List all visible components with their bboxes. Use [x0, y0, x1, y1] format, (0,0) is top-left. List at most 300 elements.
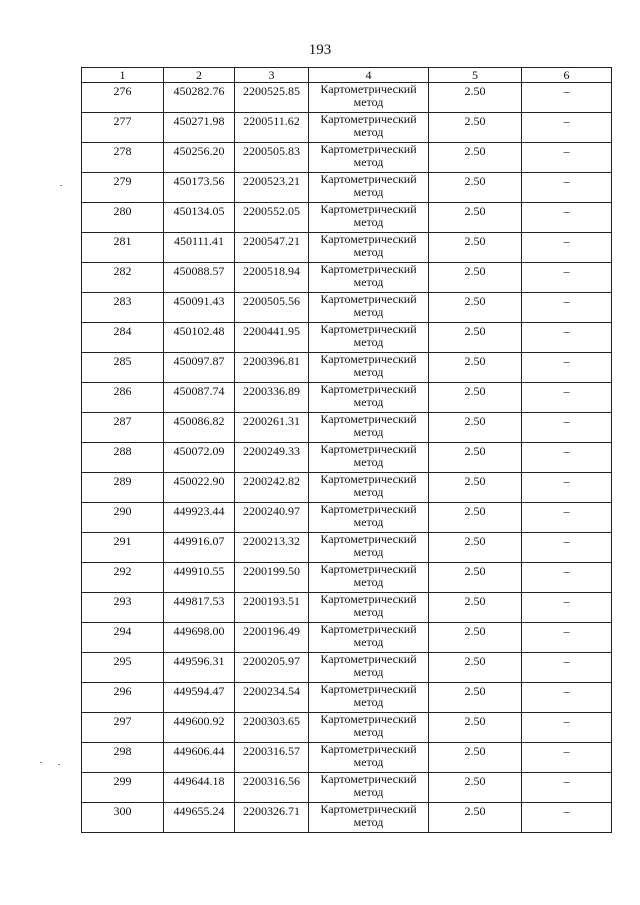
x-coordinate-value: 449923.44	[173, 504, 225, 518]
accuracy-cell	[429, 503, 522, 533]
point-number-cell	[82, 713, 164, 743]
accuracy-value: 2.50	[464, 384, 486, 398]
note-value: –	[563, 624, 570, 638]
method-cell: Картометрический метод	[309, 533, 429, 563]
point-number-value: 278	[113, 144, 132, 158]
accuracy-value: 2.50	[464, 354, 486, 368]
point-number-value: 281	[113, 234, 132, 248]
table-row	[82, 413, 612, 443]
accuracy-value: 2.50	[464, 414, 486, 428]
accuracy-value: 2.50	[464, 534, 486, 548]
note-cell	[522, 173, 612, 203]
point-number-cell	[82, 263, 164, 293]
point-number-cell	[82, 233, 164, 263]
note-cell	[522, 653, 612, 683]
accuracy-cell	[429, 473, 522, 503]
x-coordinate-cell	[164, 503, 235, 533]
x-coordinate-value: 449596.31	[173, 654, 225, 668]
accuracy-cell	[429, 773, 522, 803]
accuracy-cell	[429, 413, 522, 443]
point-number-cell	[82, 593, 164, 623]
x-coordinate-value: 450282.76	[173, 84, 225, 98]
x-coordinate-cell	[164, 353, 235, 383]
accuracy-value: 2.50	[464, 204, 486, 218]
x-coordinate-cell	[164, 263, 235, 293]
y-coordinate-value: 2200199.50	[243, 564, 300, 578]
table-row	[82, 383, 612, 413]
method-cell: Картометрический метод	[309, 743, 429, 773]
x-coordinate-cell	[164, 803, 235, 833]
note-value: –	[563, 774, 570, 788]
accuracy-value: 2.50	[464, 294, 486, 308]
table-row	[82, 653, 612, 683]
table-row	[82, 743, 612, 773]
y-coordinate-cell	[235, 593, 309, 623]
x-coordinate-value: 450111.41	[173, 234, 225, 248]
note-value: –	[563, 684, 570, 698]
y-coordinate-cell	[235, 803, 309, 833]
point-number-value: 279	[113, 174, 132, 188]
method-cell: Картометрический метод	[309, 713, 429, 743]
table-row	[82, 83, 612, 113]
x-coordinate-cell	[164, 743, 235, 773]
point-number-cell	[82, 563, 164, 593]
y-coordinate-cell	[235, 563, 309, 593]
table-row	[82, 473, 612, 503]
method-cell: Картометрический метод	[309, 593, 429, 623]
y-coordinate-cell	[235, 413, 309, 443]
y-coordinate-cell	[235, 323, 309, 353]
note-cell	[522, 533, 612, 563]
point-number-value: 287	[113, 414, 132, 428]
note-cell	[522, 473, 612, 503]
point-number-value: 288	[113, 444, 132, 458]
note-value: –	[563, 444, 570, 458]
point-number-value: 294	[113, 624, 132, 638]
note-cell	[522, 263, 612, 293]
accuracy-cell	[429, 563, 522, 593]
point-number-cell	[82, 623, 164, 653]
note-value: –	[563, 744, 570, 758]
note-value: –	[563, 564, 570, 578]
column-header-2: 2	[164, 68, 235, 83]
accuracy-cell	[429, 113, 522, 143]
x-coordinate-value: 449606.44	[173, 744, 225, 758]
x-coordinate-cell	[164, 203, 235, 233]
note-value: –	[563, 534, 570, 548]
x-coordinate-value: 450091.43	[173, 294, 225, 308]
y-coordinate-cell	[235, 383, 309, 413]
note-cell	[522, 203, 612, 233]
y-coordinate-cell	[235, 743, 309, 773]
accuracy-cell	[429, 653, 522, 683]
point-number-cell	[82, 83, 164, 113]
note-cell	[522, 683, 612, 713]
accuracy-value: 2.50	[464, 744, 486, 758]
y-coordinate-value: 2200505.83	[243, 144, 300, 158]
point-number-cell	[82, 803, 164, 833]
method-cell: Картометрический метод	[309, 113, 429, 143]
accuracy-cell	[429, 713, 522, 743]
accuracy-value: 2.50	[464, 714, 486, 728]
method-cell: Картометрический метод	[309, 353, 429, 383]
note-value: –	[563, 114, 570, 128]
accuracy-value: 2.50	[464, 624, 486, 638]
note-value: –	[563, 714, 570, 728]
table-row	[82, 353, 612, 383]
x-coordinate-cell	[164, 233, 235, 263]
note-value: –	[563, 174, 570, 188]
accuracy-value: 2.50	[464, 474, 486, 488]
point-number-value: 300	[113, 804, 132, 818]
x-coordinate-value: 450173.56	[173, 174, 225, 188]
x-coordinate-cell	[164, 773, 235, 803]
table-row	[82, 263, 612, 293]
y-coordinate-value: 2200336.89	[243, 384, 300, 398]
note-cell	[522, 623, 612, 653]
method-cell: Картометрический метод	[309, 173, 429, 203]
y-coordinate-cell	[235, 713, 309, 743]
accuracy-cell	[429, 263, 522, 293]
point-number-value: 280	[113, 204, 132, 218]
accuracy-value: 2.50	[464, 174, 486, 188]
accuracy-value: 2.50	[464, 564, 486, 578]
point-number-value: 286	[113, 384, 132, 398]
header-row	[82, 68, 612, 83]
table-header	[82, 68, 612, 83]
x-coordinate-value: 449698.00	[173, 624, 225, 638]
point-number-value: 297	[113, 714, 132, 728]
accuracy-value: 2.50	[464, 774, 486, 788]
scan-speck	[60, 185, 62, 186]
point-number-cell	[82, 503, 164, 533]
point-number-value: 292	[113, 564, 132, 578]
x-coordinate-cell	[164, 683, 235, 713]
x-coordinate-cell	[164, 83, 235, 113]
x-coordinate-cell	[164, 143, 235, 173]
accuracy-cell	[429, 293, 522, 323]
method-cell: Картометрический метод	[309, 443, 429, 473]
point-number-value: 299	[113, 774, 132, 788]
x-coordinate-cell	[164, 383, 235, 413]
y-coordinate-cell	[235, 443, 309, 473]
table-row	[82, 443, 612, 473]
method-cell: Картометрический метод	[309, 563, 429, 593]
y-coordinate-value: 2200234.54	[243, 684, 300, 698]
y-coordinate-cell	[235, 773, 309, 803]
y-coordinate-value: 2200511.62	[243, 114, 300, 128]
note-value: –	[563, 204, 570, 218]
note-value: –	[563, 594, 570, 608]
method-cell: Картометрический метод	[309, 233, 429, 263]
table-row	[82, 503, 612, 533]
y-coordinate-cell	[235, 143, 309, 173]
y-coordinate-cell	[235, 293, 309, 323]
table-row	[82, 713, 612, 743]
y-coordinate-cell	[235, 263, 309, 293]
accuracy-cell	[429, 743, 522, 773]
point-number-cell	[82, 113, 164, 143]
x-coordinate-cell	[164, 533, 235, 563]
method-cell: Картометрический метод	[309, 263, 429, 293]
column-header-1: 1	[82, 68, 164, 83]
y-coordinate-cell	[235, 353, 309, 383]
x-coordinate-cell	[164, 593, 235, 623]
y-coordinate-value: 2200326.71	[243, 804, 300, 818]
y-coordinate-value: 2200547.21	[243, 234, 300, 248]
point-number-value: 290	[113, 504, 132, 518]
column-header-4: 4	[309, 68, 429, 83]
x-coordinate-cell	[164, 173, 235, 203]
method-cell: Картометрический метод	[309, 83, 429, 113]
note-cell	[522, 293, 612, 323]
method-cell: Картометрический метод	[309, 803, 429, 833]
note-cell	[522, 743, 612, 773]
point-number-cell	[82, 383, 164, 413]
x-coordinate-cell	[164, 713, 235, 743]
x-coordinate-cell	[164, 413, 235, 443]
accuracy-cell	[429, 443, 522, 473]
accuracy-value: 2.50	[464, 654, 486, 668]
x-coordinate-value: 449644.18	[173, 774, 225, 788]
note-cell	[522, 143, 612, 173]
method-cell: Картометрический метод	[309, 383, 429, 413]
x-coordinate-value: 450271.98	[173, 114, 225, 128]
note-cell	[522, 113, 612, 143]
note-value: –	[563, 804, 570, 818]
method-cell: Картометрический метод	[309, 653, 429, 683]
x-coordinate-value: 450256.20	[173, 144, 225, 158]
table-row	[82, 803, 612, 833]
y-coordinate-cell	[235, 503, 309, 533]
accuracy-value: 2.50	[464, 594, 486, 608]
table-row	[82, 233, 612, 263]
point-number-value: 282	[113, 264, 132, 278]
y-coordinate-cell	[235, 83, 309, 113]
coordinates-table	[81, 67, 612, 833]
y-coordinate-value: 2200523.21	[243, 174, 300, 188]
note-cell	[522, 563, 612, 593]
y-coordinate-value: 2200505.56	[243, 294, 300, 308]
point-number-cell	[82, 683, 164, 713]
accuracy-value: 2.50	[464, 324, 486, 338]
x-coordinate-value: 449600.92	[173, 714, 225, 728]
y-coordinate-value: 2200242.82	[243, 474, 300, 488]
point-number-value: 296	[113, 684, 132, 698]
scan-speck	[58, 764, 60, 765]
point-number-value: 293	[113, 594, 132, 608]
y-coordinate-value: 2200193.51	[243, 594, 300, 608]
y-coordinate-value: 2200316.57	[243, 744, 300, 758]
accuracy-cell	[429, 383, 522, 413]
x-coordinate-value: 449817.53	[173, 594, 225, 608]
y-coordinate-value: 2200396.81	[243, 354, 300, 368]
point-number-value: 295	[113, 654, 132, 668]
method-cell: Картометрический метод	[309, 683, 429, 713]
point-number-cell	[82, 413, 164, 443]
y-coordinate-value: 2200196.49	[243, 624, 300, 638]
table-row	[82, 563, 612, 593]
x-coordinate-value: 450102.48	[173, 324, 225, 338]
y-coordinate-cell	[235, 173, 309, 203]
note-cell	[522, 233, 612, 263]
note-value: –	[563, 384, 570, 398]
accuracy-value: 2.50	[464, 444, 486, 458]
note-cell	[522, 383, 612, 413]
point-number-cell	[82, 293, 164, 323]
method-cell: Картометрический метод	[309, 143, 429, 173]
x-coordinate-cell	[164, 653, 235, 683]
column-header-6: 6	[522, 68, 612, 83]
y-coordinate-value: 2200261.31	[243, 414, 300, 428]
y-coordinate-cell	[235, 473, 309, 503]
accuracy-cell	[429, 593, 522, 623]
column-header-5: 5	[429, 68, 522, 83]
note-cell	[522, 593, 612, 623]
point-number-value: 283	[113, 294, 132, 308]
x-coordinate-value: 450134.05	[173, 204, 225, 218]
method-cell: Картометрический метод	[309, 773, 429, 803]
accuracy-cell	[429, 683, 522, 713]
x-coordinate-value: 449655.24	[173, 804, 225, 818]
point-number-cell	[82, 353, 164, 383]
x-coordinate-value: 450022.90	[173, 474, 225, 488]
y-coordinate-value: 2200316.56	[243, 774, 300, 788]
note-cell	[522, 353, 612, 383]
y-coordinate-value: 2200525.85	[243, 84, 300, 98]
y-coordinate-value: 2200249.33	[243, 444, 300, 458]
table-row	[82, 113, 612, 143]
note-cell	[522, 443, 612, 473]
point-number-cell	[82, 173, 164, 203]
table-row	[82, 773, 612, 803]
method-cell: Картометрический метод	[309, 323, 429, 353]
y-coordinate-value: 2200441.95	[243, 324, 300, 338]
point-number-cell	[82, 653, 164, 683]
table-row	[82, 293, 612, 323]
method-cell: Картометрический метод	[309, 203, 429, 233]
point-number-cell	[82, 143, 164, 173]
note-value: –	[563, 504, 570, 518]
point-number-cell	[82, 743, 164, 773]
point-number-value: 289	[113, 474, 132, 488]
method-cell: Картометрический метод	[309, 473, 429, 503]
point-number-cell	[82, 773, 164, 803]
accuracy-cell	[429, 623, 522, 653]
table-row	[82, 143, 612, 173]
accuracy-value: 2.50	[464, 114, 486, 128]
note-value: –	[563, 264, 570, 278]
table-row	[82, 323, 612, 353]
accuracy-cell	[429, 803, 522, 833]
method-cell: Картометрический метод	[309, 623, 429, 653]
table-row	[82, 593, 612, 623]
column-header-3: 3	[235, 68, 309, 83]
method-cell: Картометрический метод	[309, 293, 429, 323]
note-value: –	[563, 294, 570, 308]
point-number-value: 291	[113, 534, 132, 548]
x-coordinate-value: 450086.82	[173, 414, 225, 428]
note-value: –	[563, 324, 570, 338]
note-cell	[522, 803, 612, 833]
accuracy-value: 2.50	[464, 804, 486, 818]
note-value: –	[563, 414, 570, 428]
table-row	[82, 533, 612, 563]
y-coordinate-value: 2200205.97	[243, 654, 300, 668]
accuracy-value: 2.50	[464, 504, 486, 518]
note-value: –	[563, 234, 570, 248]
y-coordinate-cell	[235, 113, 309, 143]
x-coordinate-value: 449910.55	[173, 564, 225, 578]
x-coordinate-cell	[164, 623, 235, 653]
table-row	[82, 173, 612, 203]
note-cell	[522, 503, 612, 533]
x-coordinate-cell	[164, 563, 235, 593]
y-coordinate-value: 2200552.05	[243, 204, 300, 218]
x-coordinate-value: 449594.47	[173, 684, 225, 698]
method-cell: Картометрический метод	[309, 503, 429, 533]
note-value: –	[563, 474, 570, 488]
note-cell	[522, 413, 612, 443]
point-number-value: 285	[113, 354, 132, 368]
accuracy-value: 2.50	[464, 84, 486, 98]
point-number-value: 277	[113, 114, 132, 128]
scan-speck	[40, 762, 42, 763]
note-value: –	[563, 654, 570, 668]
note-cell	[522, 773, 612, 803]
accuracy-cell	[429, 173, 522, 203]
note-cell	[522, 323, 612, 353]
y-coordinate-cell	[235, 203, 309, 233]
x-coordinate-cell	[164, 293, 235, 323]
y-coordinate-value: 2200518.94	[243, 264, 300, 278]
point-number-value: 284	[113, 324, 132, 338]
point-number-cell	[82, 203, 164, 233]
y-coordinate-cell	[235, 233, 309, 263]
y-coordinate-value: 2200240.97	[243, 504, 300, 518]
accuracy-cell	[429, 83, 522, 113]
accuracy-value: 2.50	[464, 264, 486, 278]
y-coordinate-value: 2200303.65	[243, 714, 300, 728]
accuracy-cell	[429, 533, 522, 563]
y-coordinate-cell	[235, 653, 309, 683]
x-coordinate-value: 450072.09	[173, 444, 225, 458]
note-value: –	[563, 144, 570, 158]
point-number-cell	[82, 323, 164, 353]
accuracy-cell	[429, 143, 522, 173]
table-body	[82, 83, 612, 833]
y-coordinate-cell	[235, 623, 309, 653]
method-cell: Картометрический метод	[309, 413, 429, 443]
y-coordinate-cell	[235, 533, 309, 563]
note-value: –	[563, 84, 570, 98]
x-coordinate-value: 450087.74	[173, 384, 225, 398]
y-coordinate-value: 2200213.32	[243, 534, 300, 548]
accuracy-value: 2.50	[464, 144, 486, 158]
note-cell	[522, 83, 612, 113]
x-coordinate-cell	[164, 113, 235, 143]
x-coordinate-value: 450088.57	[173, 264, 225, 278]
x-coordinate-cell	[164, 323, 235, 353]
accuracy-cell	[429, 353, 522, 383]
point-number-cell	[82, 443, 164, 473]
y-coordinate-cell	[235, 683, 309, 713]
point-number-cell	[82, 533, 164, 563]
accuracy-cell	[429, 203, 522, 233]
table-row	[82, 623, 612, 653]
accuracy-cell	[429, 323, 522, 353]
point-number-value: 276	[113, 84, 132, 98]
